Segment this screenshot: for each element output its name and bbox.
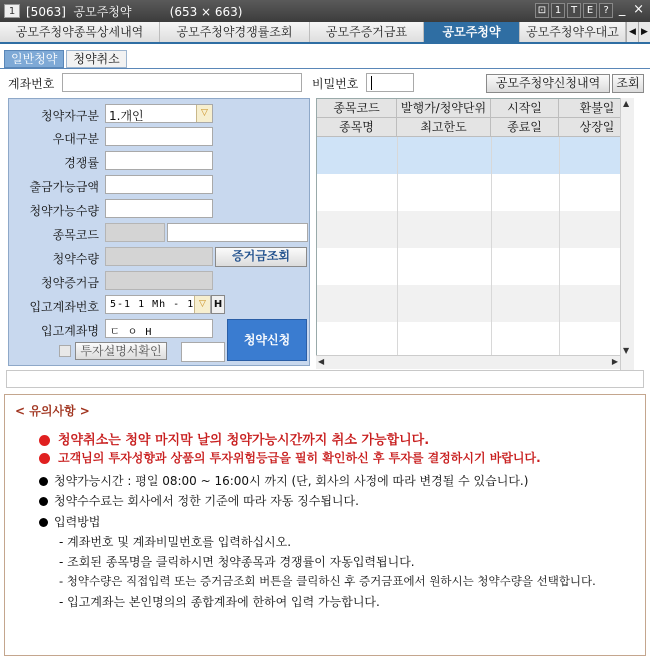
grid-header-refund-date[interactable]: 환불일	[579, 101, 615, 115]
table-row[interactable]	[317, 248, 634, 285]
window-controls	[535, 3, 646, 18]
margin-input[interactable]	[105, 271, 213, 290]
excel-button[interactable]: E	[583, 3, 597, 18]
competition-label: 경쟁률	[64, 156, 99, 170]
subscriber-type-value: 1.개인	[109, 109, 144, 123]
deposit-name-input[interactable]	[105, 319, 213, 338]
subscription-form-panel	[8, 98, 310, 366]
grid-header-row1	[317, 99, 634, 118]
table-row[interactable]	[317, 137, 634, 174]
notice-line-hours: 청약가능시간 : 평일 08:00 ~ 16:00시 까지 (단, 회사의 사정에 따라 변경될 수 있습니다.)	[39, 472, 528, 489]
help-icon[interactable]: ?	[599, 3, 613, 18]
notice-line-fee: 청약수수료는 회사에서 정한 기준에 따라 자동 징수됩니다.	[39, 492, 359, 509]
grid-header-start-date[interactable]: 시작일	[491, 99, 559, 118]
grid-divider	[559, 137, 560, 368]
scroll-up-icon[interactable]: ▲	[623, 99, 630, 108]
stock-name-input[interactable]	[167, 223, 308, 242]
subscription-history-button[interactable]: 공모주청약신청내역	[486, 74, 610, 93]
dropdown-arrow-icon[interactable]: ▽	[194, 296, 210, 313]
scroll-down-icon[interactable]: ▼	[623, 346, 630, 355]
investment-confirm-checkbox[interactable]	[59, 345, 71, 357]
tab-scroll-left-icon[interactable]: ◀	[626, 22, 638, 42]
investment-prospectus-button[interactable]: 투자설명서확인	[75, 342, 167, 360]
deposit-account-label: 입고계좌번호	[29, 300, 99, 314]
window-title: [5063] 공모주청약 (653 × 663)	[26, 4, 243, 19]
bullet-icon	[39, 518, 48, 527]
tab-competition-rate[interactable]: 공모주청약경쟁률조회	[160, 22, 310, 42]
close-icon[interactable]: ×	[633, 2, 644, 17]
deposit-name-value: ㄷ ㅇ H	[110, 327, 153, 338]
account-number-input[interactable]	[62, 73, 302, 92]
screen-number-button[interactable]: 1	[551, 3, 565, 18]
table-row[interactable]	[317, 211, 634, 248]
withdrawable-input[interactable]	[105, 175, 213, 194]
available-qty-label: 청약가능수량	[29, 204, 99, 218]
minimize-icon[interactable]: _	[618, 2, 626, 17]
available-qty-input[interactable]	[105, 199, 213, 218]
password-input[interactable]	[366, 73, 414, 92]
table-row[interactable]	[317, 285, 634, 322]
account-help-icon[interactable]: H	[211, 295, 225, 314]
preference-input[interactable]	[105, 127, 213, 146]
grid-header-stock-name[interactable]: 종목명	[317, 118, 397, 137]
password-label: 비밀번호	[312, 77, 359, 91]
account-label: 계좌번호	[8, 77, 55, 91]
grid-vertical-scrollbar[interactable]	[620, 98, 634, 370]
deposit-account-select[interactable]	[105, 295, 211, 314]
bullet-icon	[39, 477, 48, 486]
investment-confirm-input[interactable]	[181, 342, 225, 362]
dropdown-arrow-icon[interactable]: ▽	[196, 105, 212, 122]
tab-scroll	[626, 22, 650, 42]
notice-panel	[4, 394, 646, 656]
subscriber-type-select[interactable]	[105, 104, 213, 123]
link-icon[interactable]: ⊡	[535, 3, 549, 18]
red-bullet-icon	[39, 435, 50, 446]
tab-scroll-right-icon[interactable]: ▶	[638, 22, 650, 42]
submit-subscription-button[interactable]: 청약신청	[227, 319, 307, 361]
tab-preferred[interactable]: 공모주청약우대고	[520, 22, 626, 42]
divider	[0, 68, 650, 69]
main-tab-bar	[0, 22, 650, 44]
top-button[interactable]: T	[567, 3, 581, 18]
margin-label: 청약증거금	[41, 276, 99, 290]
window-title-bar	[0, 0, 650, 22]
deposit-account-value: 5-1 1 Mh - 1	[110, 299, 195, 310]
tab-margin-table[interactable]: 공모주증거금표	[310, 22, 424, 42]
stock-code-label: 종목코드	[52, 228, 99, 242]
text-cursor	[371, 76, 372, 90]
margin-lookup-button[interactable]: 증거금조회	[215, 247, 307, 267]
query-button[interactable]: 조회	[612, 74, 644, 93]
bullet-icon	[39, 497, 48, 506]
grid-header-row2	[317, 118, 634, 137]
notice-sub-1: - 계좌번호 및 계좌비밀번호를 입력하십시오.	[59, 535, 292, 549]
notice-line-input-method: 입력방법	[39, 513, 100, 530]
grid-header-stock-code[interactable]: 종목코드	[317, 99, 397, 118]
tab-ipo-subscription[interactable]: 공모주청약	[424, 22, 520, 42]
scroll-right-icon[interactable]: ▶	[611, 357, 618, 366]
subscriber-type-label: 청약자구분	[41, 109, 99, 123]
status-bar	[6, 370, 644, 388]
notice-line-risk: 고객님의 투자성향과 상품의 투자위험등급을 필히 확인하신 후 투자를 결정하시기 바랍니다.	[39, 449, 541, 466]
notice-title: < 유의사항 >	[15, 404, 90, 418]
notice-sub-4: - 입고계좌는 본인명의의 종합계좌에 한하여 입력 가능합니다.	[59, 595, 380, 609]
sub-tab-bar	[4, 50, 127, 68]
subtab-cancel[interactable]: 청약취소	[66, 50, 126, 68]
notice-line-cancel: 청약취소는 청약 마지막 날의 청약가능시간까지 취소 가능합니다.	[39, 429, 429, 448]
grid-header-max-limit[interactable]: 최고한도	[397, 118, 491, 137]
competition-input[interactable]	[105, 151, 213, 170]
qty-input[interactable]	[105, 247, 213, 266]
grid-horizontal-scrollbar[interactable]	[316, 355, 620, 369]
grid-divider	[491, 137, 492, 368]
stock-code-input[interactable]	[105, 223, 165, 242]
qty-label: 청약수량	[52, 252, 99, 266]
tab-stock-details[interactable]: 공모주청약종목상세내역	[0, 22, 160, 42]
stock-grid	[316, 98, 634, 368]
subtab-general[interactable]: 일반청약	[4, 50, 64, 68]
red-bullet-icon	[39, 453, 50, 464]
preference-label: 우대구분	[52, 132, 99, 146]
table-row[interactable]	[317, 174, 634, 211]
table-row[interactable]	[317, 322, 634, 359]
deposit-name-label: 입고계좌명	[41, 324, 99, 338]
grid-divider	[397, 137, 398, 368]
grid-header-end-date[interactable]: 종료일	[491, 118, 559, 137]
notice-sub-3: - 청약수량은 직접입력 또는 증거금조회 버튼을 클릭하신 후 증거금표에서 원하시는 청약수량을 선택합니다.	[59, 574, 596, 588]
scroll-left-icon[interactable]: ◀	[318, 357, 325, 366]
window-number: 1	[4, 4, 20, 18]
notice-sub-2: - 조회된 종목명을 클릭하시면 청약종목과 경쟁률이 자동입력됩니다.	[59, 555, 415, 569]
withdrawable-label: 출금가능금액	[29, 180, 99, 194]
grid-header-listing-date[interactable]: 상장일	[579, 120, 615, 134]
grid-header-issue-price[interactable]: 발행가/청약단위	[397, 99, 491, 118]
